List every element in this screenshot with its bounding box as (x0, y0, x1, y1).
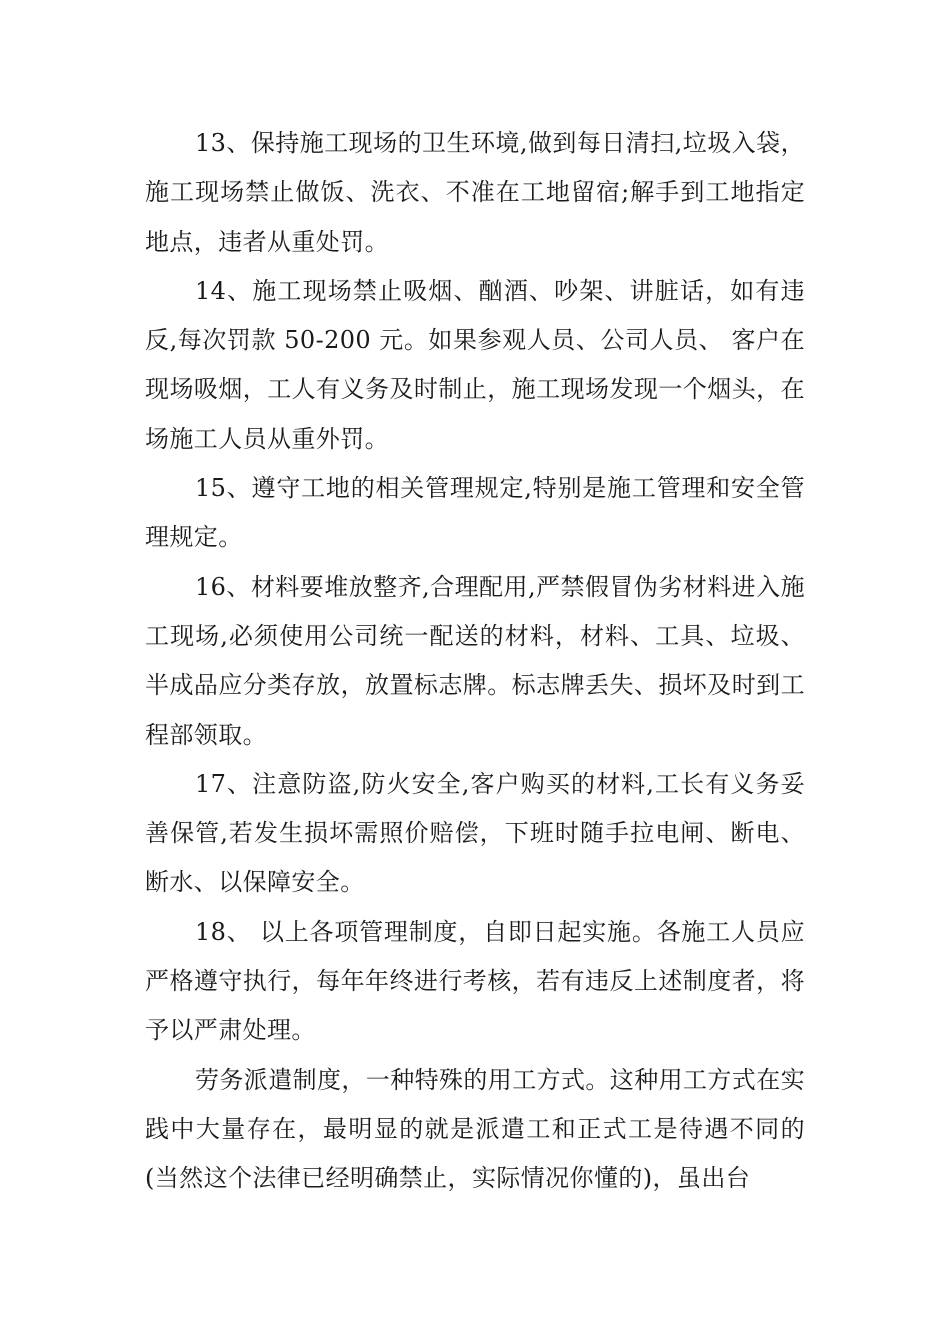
paragraph-13: 13、保持施工现场的卫生环境,做到每日清扫,垃圾入袋，施工现场禁止做饭、洗衣、不准在工地留宿;解手到工地指定地点，违者从重处罚。 (145, 129, 805, 256)
paragraph-18: 18、 以上各项管理制度，自即日起实施。各施工人员应严格遵守执行，每年年终进行考核，若有违反上述制度者，将予以严肃处理。 (145, 917, 805, 1045)
paragraph-15: 15、遵守工地的相关管理规定,特别是施工管理和安全管理规定。 (145, 474, 805, 552)
paragraph-17: 17、注意防盗,防火安全,客户购买的材料,工长有义务妥善保管,若发生损坏需照价赔偿，下班时随手拉电闸、断电、断水、以保障安全。 (145, 769, 805, 897)
paragraph-labor-dispatch: 劳务派遣制度，一种特殊的用工方式。这种用工方式在实践中大量存在，最明显的就是派遣工和正式工是待遇不同的(当然这个法律已经明确禁止，实际情况你懂的)，虽出台 (145, 1065, 805, 1193)
paragraph-16: 16、材料要堆放整齐,合理配用,严禁假冒伪劣材料进入施工现场,必须使用公司统一配送的材料，材料、工具、垃圾、半成品应分类存放，放置标志牌。标志牌丢失、损坏及时到工程部领取。 (145, 572, 805, 749)
document-body (145, 119, 805, 1204)
paragraph-14: 14、施工现场禁止吸烟、酗酒、吵架、讲脏话，如有违反,每次罚款 50-200 元。如果参观人员、公司人员、 客户在现场吸烟，工人有义务及时制止，施工现场发现一个烟头，在场施工人员从重外罚。 (145, 276, 805, 453)
